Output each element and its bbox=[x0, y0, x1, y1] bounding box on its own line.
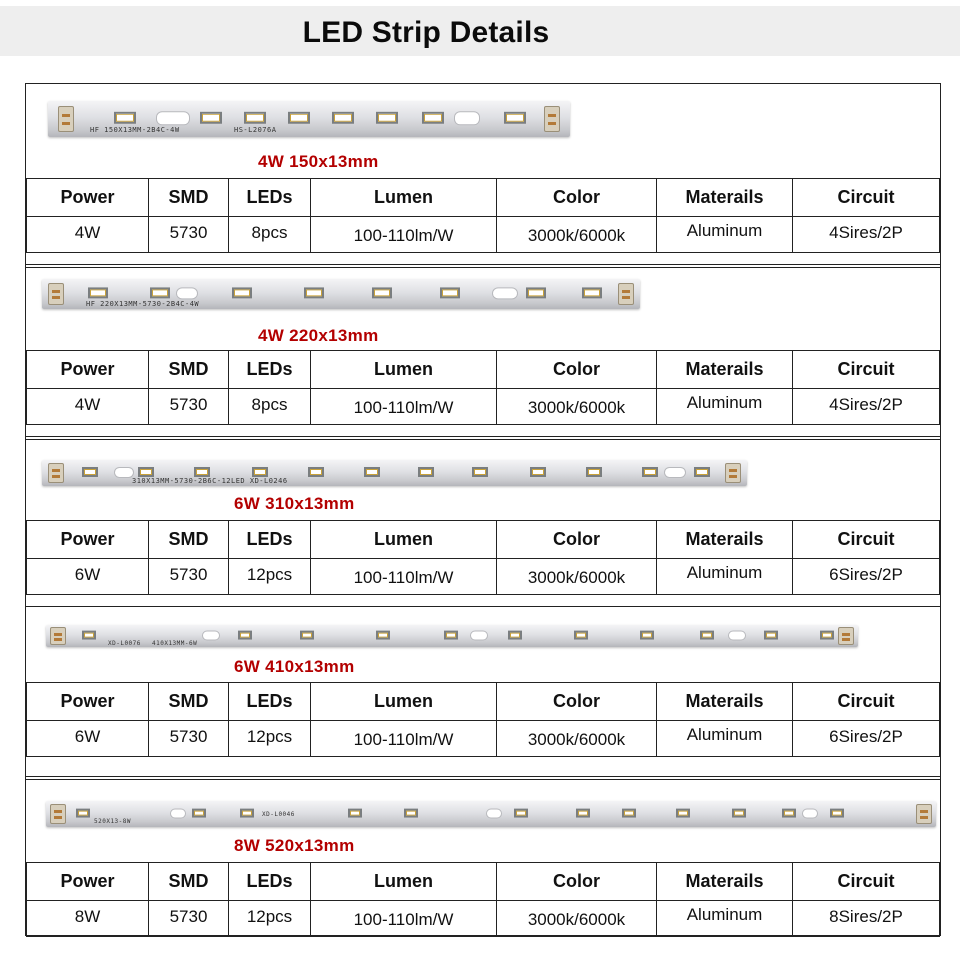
led-chip bbox=[308, 467, 324, 477]
value-smd: 5730 bbox=[169, 906, 208, 926]
value-smd: 5730 bbox=[169, 394, 208, 414]
value-lumen: 100-110lm/W bbox=[353, 397, 454, 417]
value-circuit: 4Sires/2P bbox=[829, 222, 903, 242]
value-leds: 8pcs bbox=[251, 222, 288, 242]
value-power: 4W bbox=[74, 394, 101, 414]
value-power: 6W bbox=[74, 564, 101, 584]
led-chip bbox=[192, 809, 206, 818]
header-color: Color bbox=[497, 863, 657, 901]
value-color: 3000k/6000k bbox=[527, 397, 626, 417]
mounting-slot bbox=[470, 631, 488, 641]
mounting-slot bbox=[114, 467, 134, 478]
led-chip bbox=[304, 287, 324, 298]
led-chip bbox=[376, 112, 398, 124]
strip-caption: 6W 310x13mm bbox=[234, 494, 355, 513]
header-materials: Materails bbox=[657, 683, 793, 721]
page-title: LED Strip Details bbox=[302, 16, 550, 49]
mounting-slot bbox=[202, 631, 220, 641]
header-power: Power bbox=[27, 179, 149, 217]
mounting-slot bbox=[176, 287, 198, 299]
header-circuit: Circuit bbox=[793, 351, 940, 389]
header-smd: SMD bbox=[149, 179, 229, 217]
silkscreen-text: HF 150X13MM-2B4C-4W bbox=[90, 126, 180, 134]
led-chip bbox=[82, 631, 96, 640]
led-strip-image-150mm bbox=[48, 101, 570, 137]
header-materials: Materails bbox=[657, 351, 793, 389]
header-leds: LEDs bbox=[229, 179, 311, 217]
value-materials: Aluminum bbox=[686, 392, 763, 412]
led-chip bbox=[582, 287, 602, 298]
value-circuit: 4Sires/2P bbox=[829, 394, 903, 414]
value-circuit: 6Sires/2P bbox=[829, 564, 903, 584]
header-leds: LEDs bbox=[229, 521, 311, 559]
connector-icon bbox=[48, 463, 64, 483]
header-circuit: Circuit bbox=[793, 863, 940, 901]
led-chip bbox=[82, 467, 98, 477]
led-chip bbox=[88, 287, 108, 298]
led-chip bbox=[694, 467, 710, 477]
header-lumen: Lumen bbox=[311, 351, 497, 389]
value-power: 4W bbox=[74, 222, 101, 242]
led-chip bbox=[348, 809, 362, 818]
spec-table-3 bbox=[26, 520, 940, 595]
header-power: Power bbox=[27, 521, 149, 559]
led-strip-image-220mm bbox=[42, 279, 640, 309]
led-chip bbox=[574, 631, 588, 640]
value-leds: 12pcs bbox=[246, 564, 293, 584]
header-leds: LEDs bbox=[229, 351, 311, 389]
header-color: Color bbox=[497, 521, 657, 559]
section-divider bbox=[26, 606, 940, 607]
section-divider bbox=[26, 436, 940, 437]
value-lumen: 100-110lm/W bbox=[353, 909, 454, 929]
led-chip bbox=[288, 112, 310, 124]
header-lumen: Lumen bbox=[311, 683, 497, 721]
led-chip bbox=[418, 467, 434, 477]
connector-icon bbox=[725, 463, 741, 483]
connector-icon bbox=[50, 804, 66, 824]
header-lumen: Lumen bbox=[311, 521, 497, 559]
led-chip bbox=[820, 631, 834, 640]
header-lumen: Lumen bbox=[311, 179, 497, 217]
led-chip bbox=[238, 631, 252, 640]
led-chip bbox=[526, 287, 546, 298]
strip-caption: 4W 220x13mm bbox=[258, 326, 379, 345]
led-chip bbox=[376, 631, 390, 640]
value-lumen: 100-110lm/W bbox=[353, 729, 454, 749]
header-materials: Materails bbox=[657, 521, 793, 559]
value-circuit: 8Sires/2P bbox=[829, 906, 903, 926]
silkscreen-text: XD-L0076 bbox=[108, 640, 141, 647]
mounting-slot bbox=[170, 809, 186, 819]
led-chip bbox=[422, 112, 444, 124]
led-chip bbox=[200, 112, 222, 124]
header-materials: Materails bbox=[657, 863, 793, 901]
led-chip bbox=[504, 112, 526, 124]
header-color: Color bbox=[497, 351, 657, 389]
strip-caption: 4W 150x13mm bbox=[258, 152, 379, 171]
section-divider bbox=[26, 439, 940, 440]
led-chip bbox=[782, 809, 796, 818]
value-smd: 5730 bbox=[169, 222, 208, 242]
header-color: Color bbox=[497, 179, 657, 217]
spec-table-2 bbox=[26, 350, 940, 425]
led-chip bbox=[444, 631, 458, 640]
value-leds: 12pcs bbox=[246, 906, 293, 926]
section-divider bbox=[26, 267, 940, 268]
value-color: 3000k/6000k bbox=[527, 909, 626, 929]
led-chip bbox=[764, 631, 778, 640]
value-leds: 8pcs bbox=[251, 394, 288, 414]
connector-icon bbox=[48, 283, 64, 305]
led-chip bbox=[642, 467, 658, 477]
spec-frame bbox=[25, 83, 941, 936]
led-chip bbox=[372, 287, 392, 298]
value-color: 3000k/6000k bbox=[527, 225, 626, 245]
value-leds: 12pcs bbox=[246, 726, 293, 746]
led-chip bbox=[640, 631, 654, 640]
mounting-slot bbox=[664, 467, 686, 478]
silkscreen-text: HS-L2076A bbox=[234, 126, 277, 134]
value-materials: Aluminum bbox=[686, 724, 763, 744]
header-leds: LEDs bbox=[229, 683, 311, 721]
led-chip bbox=[508, 631, 522, 640]
mounting-slot bbox=[156, 111, 190, 125]
connector-icon bbox=[916, 804, 932, 824]
header-circuit: Circuit bbox=[793, 179, 940, 217]
led-strip-image-520mm bbox=[46, 801, 936, 827]
led-chip bbox=[332, 112, 354, 124]
silkscreen-text: XD-L0046 bbox=[262, 811, 295, 818]
led-chip bbox=[830, 809, 844, 818]
value-lumen: 100-110lm/W bbox=[353, 567, 454, 587]
section-divider bbox=[26, 779, 940, 780]
mounting-slot bbox=[454, 111, 480, 125]
header-smd: SMD bbox=[149, 683, 229, 721]
header-circuit: Circuit bbox=[793, 521, 940, 559]
connector-icon bbox=[838, 627, 854, 645]
led-strip-image-310mm bbox=[42, 460, 747, 486]
led-chip bbox=[514, 809, 528, 818]
led-chip bbox=[472, 467, 488, 477]
led-chip bbox=[240, 809, 254, 818]
led-chip bbox=[732, 809, 746, 818]
connector-icon bbox=[50, 627, 66, 645]
value-power: 6W bbox=[74, 726, 101, 746]
silkscreen-text: 410X13MM-6W bbox=[152, 640, 198, 647]
value-materials: Aluminum bbox=[686, 904, 763, 924]
led-chip bbox=[622, 809, 636, 818]
led-chip bbox=[404, 809, 418, 818]
silkscreen-text: 310X13MM-5730-2B6C-12LED XD-L0246 bbox=[132, 477, 288, 485]
led-chip bbox=[194, 467, 210, 477]
value-color: 3000k/6000k bbox=[527, 567, 626, 587]
led-chip bbox=[300, 631, 314, 640]
header-smd: SMD bbox=[149, 863, 229, 901]
led-strip-image-410mm bbox=[46, 625, 858, 647]
led-chip bbox=[114, 112, 136, 124]
connector-icon bbox=[58, 106, 74, 132]
value-lumen: 100-110lm/W bbox=[353, 225, 454, 245]
header-leds: LEDs bbox=[229, 863, 311, 901]
section-divider bbox=[26, 776, 940, 777]
led-chip bbox=[76, 809, 90, 818]
value-circuit: 6Sires/2P bbox=[829, 726, 903, 746]
strip-caption: 6W 410x13mm bbox=[234, 657, 355, 676]
connector-icon bbox=[544, 106, 560, 132]
header-materials: Materails bbox=[657, 179, 793, 217]
led-chip bbox=[244, 112, 266, 124]
mounting-slot bbox=[802, 809, 818, 819]
led-chip bbox=[676, 809, 690, 818]
led-chip bbox=[700, 631, 714, 640]
value-color: 3000k/6000k bbox=[527, 729, 626, 749]
value-smd: 5730 bbox=[169, 726, 208, 746]
header-power: Power bbox=[27, 863, 149, 901]
led-chip bbox=[586, 467, 602, 477]
header-circuit: Circuit bbox=[793, 683, 940, 721]
header-power: Power bbox=[27, 683, 149, 721]
header-smd: SMD bbox=[149, 351, 229, 389]
mounting-slot bbox=[486, 809, 502, 819]
led-chip bbox=[138, 467, 154, 477]
value-materials: Aluminum bbox=[686, 562, 763, 582]
mounting-slot bbox=[728, 631, 746, 641]
section-divider bbox=[26, 264, 940, 265]
header-power: Power bbox=[27, 351, 149, 389]
led-chip bbox=[252, 467, 268, 477]
value-power: 8W bbox=[74, 906, 101, 926]
mounting-slot bbox=[492, 287, 518, 299]
led-chip bbox=[576, 809, 590, 818]
value-smd: 5730 bbox=[169, 564, 208, 584]
strip-caption: 8W 520x13mm bbox=[234, 836, 355, 855]
led-chip bbox=[150, 287, 170, 298]
spec-table-5 bbox=[26, 862, 940, 937]
led-chip bbox=[440, 287, 460, 298]
led-chip bbox=[364, 467, 380, 477]
silkscreen-text: HF 220X13MM-5730-2B4C-4W bbox=[86, 300, 200, 308]
header-smd: SMD bbox=[149, 521, 229, 559]
value-materials: Aluminum bbox=[686, 220, 763, 240]
led-chip bbox=[530, 467, 546, 477]
connector-icon bbox=[618, 283, 634, 305]
led-chip bbox=[232, 287, 252, 298]
title-bar bbox=[0, 6, 960, 56]
spec-table-4 bbox=[26, 682, 940, 757]
header-lumen: Lumen bbox=[311, 863, 497, 901]
spec-table-1 bbox=[26, 178, 940, 253]
silkscreen-text: 520X13-8W bbox=[94, 818, 132, 825]
header-color: Color bbox=[497, 683, 657, 721]
